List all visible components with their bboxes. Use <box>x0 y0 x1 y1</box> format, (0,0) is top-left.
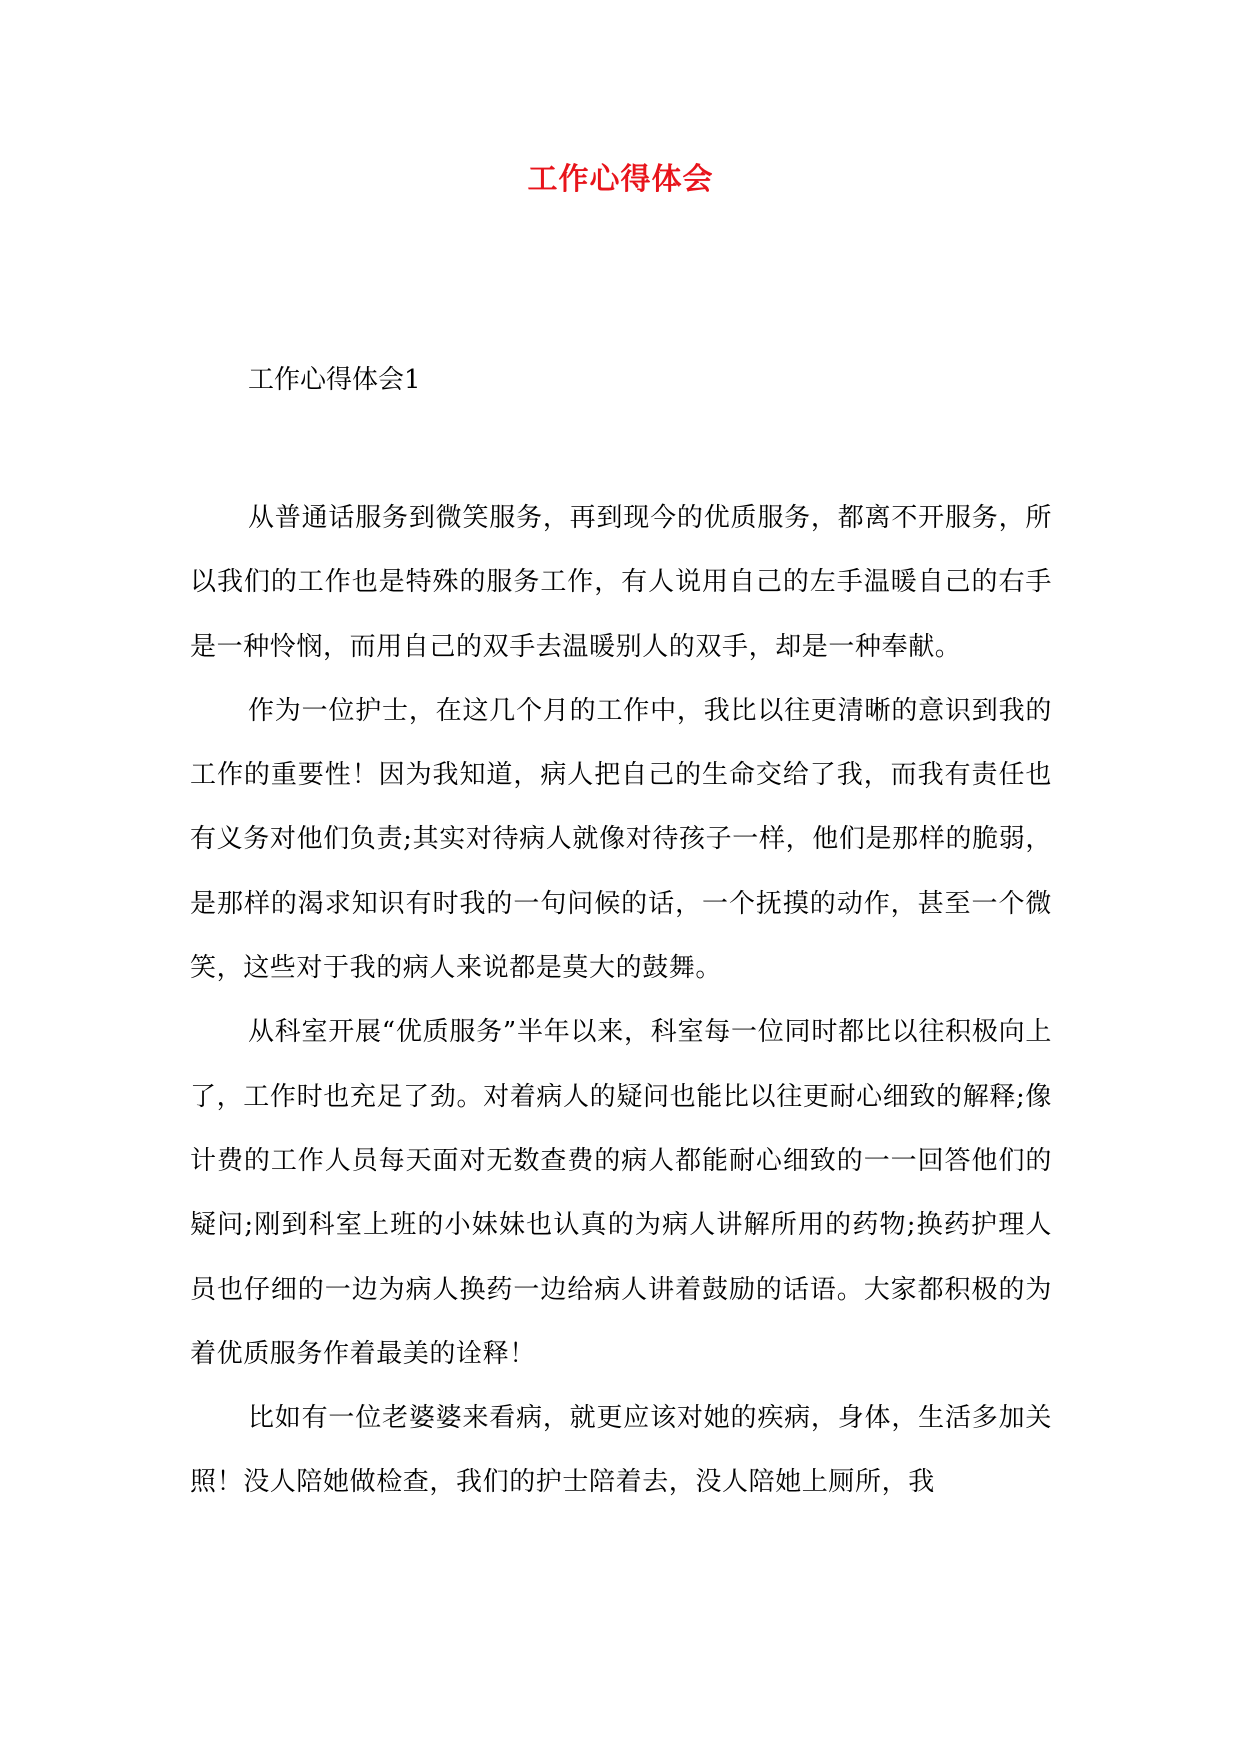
document-title: 工作心得体会 <box>527 162 714 197</box>
paragraph-1: 从普通话服务到微笑服务，再到现今的优质服务，都离不开服务，所以我们的工作也是特殊的服务工作，有人说用自己的左手温暖自己的右手是一种怜悯，而用自己的双手去温暖别人的双手，却是一种奉献。 <box>190 503 1052 662</box>
section-heading: 工作心得体会1 <box>248 365 421 395</box>
document-body <box>190 486 1052 1515</box>
paragraph-4: 比如有一位老婆婆来看病，就更应该对她的疾病，身体，生活多加关照！没人陪她做检查，我们的护士陪着去，没人陪她上厕所，我 <box>190 1403 1052 1498</box>
paragraph-3: 从科室开展“优质服务”半年以来，科室每一位同时都比以往积极向上了，工作时也充足了劲。对着病人的疑问也能比以往更耐心细致的解释;像计费的工作人员每天面对无数查费的病人都能耐心细致的一一回答他们的疑问;刚到科室上班的小妹妹也认真的为病人讲解所用的药物;换药护理人员也仔细的一边为病人换药一边给病人讲着鼓励的话语。大家都积极的为着优质服务作着最美的诠释！ <box>190 1017 1052 1369</box>
paragraph-2: 作为一位护士，在这几个月的工作中，我比以往更清晰的意识到我的工作的重要性！因为我知道，病人把自己的生命交给了我，而我有责任也有义务对他们负责;其实对待病人就像对待孩子一样，他们是那样的脆弱，是那样的渴求知识有时我的一句问候的话，一个抚摸的动作，甚至一个微笑，这些对于我的病人来说都是莫大的鼓舞。 <box>190 695 1052 984</box>
